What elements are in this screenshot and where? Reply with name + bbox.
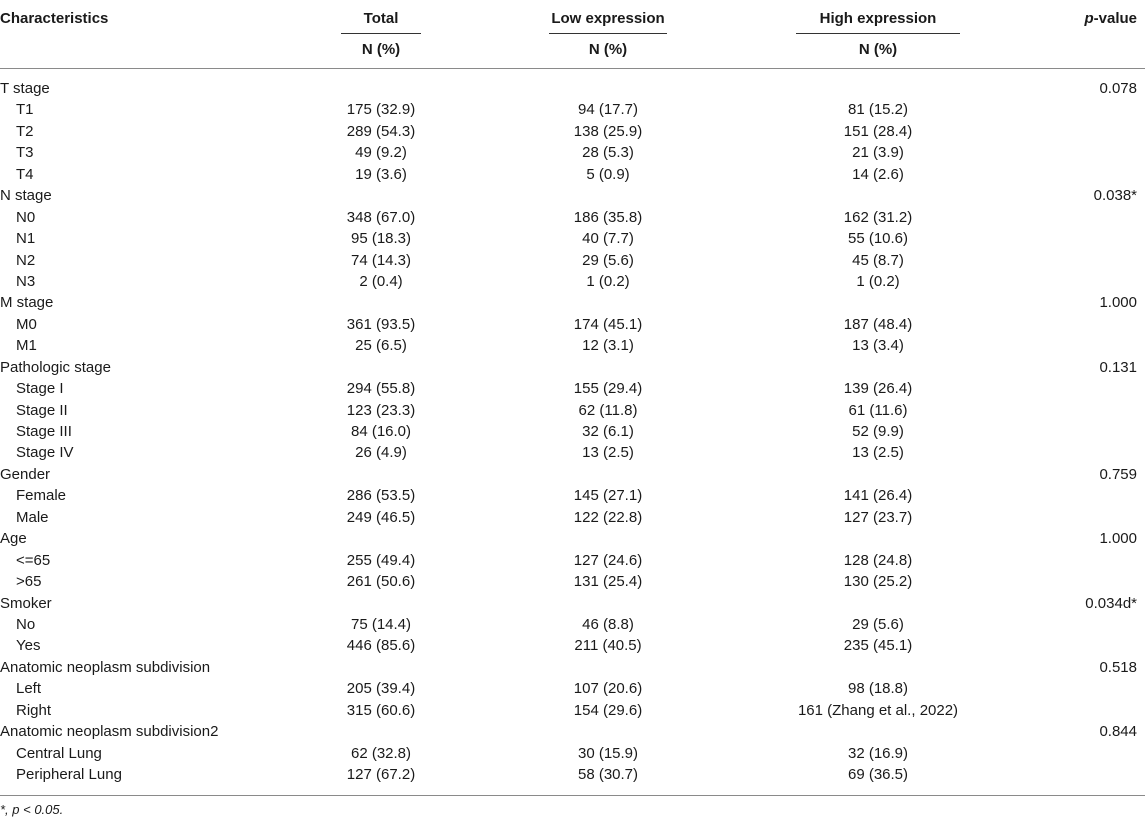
row-label: <=65	[16, 551, 51, 569]
row-label: Stage I	[16, 380, 64, 398]
row-total: 261 (50.6)	[346, 573, 416, 591]
row-label: M stage	[0, 294, 54, 312]
row-low: 30 (15.9)	[577, 744, 639, 762]
row-label: Stage IV	[16, 444, 74, 462]
row-total: 127 (67.2)	[346, 766, 416, 783]
row-label: N0	[16, 208, 36, 226]
row-low: 186 (35.8)	[573, 208, 643, 226]
header-high-expression: High expression	[819, 10, 937, 27]
row-pvalue: 0.131	[1099, 358, 1137, 376]
row-high: 81 (15.2)	[847, 101, 909, 119]
row-label: N stage	[0, 187, 52, 205]
row-high: 45 (8.7)	[852, 251, 904, 269]
table-group-row	[0, 528, 1145, 549]
subheader-low: N (%)	[588, 41, 628, 58]
header-pvalue-italic: p	[1084, 10, 1094, 27]
row-total: 348 (67.0)	[346, 208, 416, 226]
bottom-rule	[0, 795, 1145, 796]
table-row	[0, 614, 1145, 635]
table-row	[0, 378, 1145, 399]
row-total: 62 (32.8)	[350, 744, 412, 762]
table-row	[0, 314, 1145, 335]
row-low: 211 (40.5)	[574, 637, 642, 655]
row-low: 5 (0.9)	[586, 165, 630, 183]
footnote: *, p < 0.05.	[0, 802, 64, 817]
table-group-row	[0, 593, 1145, 614]
row-label: Peripheral Lung	[16, 766, 122, 783]
row-high: 61 (11.6)	[848, 401, 908, 419]
row-label: N3	[16, 272, 36, 290]
header-pvalue	[1084, 10, 1137, 27]
row-label: T2	[16, 122, 34, 140]
row-high: 32 (16.9)	[847, 744, 909, 762]
row-total: 249 (46.5)	[346, 508, 416, 526]
row-high: 13 (2.5)	[852, 444, 904, 462]
row-low: 32 (6.1)	[582, 423, 634, 440]
row-label: T1	[16, 101, 34, 119]
row-high: 162 (31.2)	[843, 208, 913, 226]
row-low: 174 (45.1)	[573, 315, 643, 333]
row-high: 52 (9.9)	[852, 423, 904, 440]
row-pvalue: 0.078	[1099, 80, 1137, 97]
header-rule	[0, 68, 1145, 69]
row-label: Stage II	[16, 401, 68, 419]
header-total: Total	[363, 10, 399, 27]
table-row	[0, 764, 1145, 785]
row-low: 62 (11.8)	[578, 401, 638, 419]
table-body	[0, 78, 1145, 785]
row-high: 55 (10.6)	[847, 230, 909, 248]
row-total: 95 (18.3)	[350, 230, 412, 248]
row-high: 151 (28.4)	[843, 122, 913, 140]
row-high: 98 (18.8)	[847, 680, 909, 698]
table-row	[0, 99, 1145, 120]
row-high: 13 (3.4)	[852, 337, 904, 355]
table-row	[0, 207, 1145, 228]
row-label: Age	[0, 530, 27, 548]
row-label: Anatomic neoplasm subdivision	[0, 658, 211, 676]
table-row	[0, 743, 1145, 764]
row-label: Yes	[16, 637, 41, 655]
table-row	[0, 678, 1145, 699]
table-row	[0, 635, 1145, 656]
row-total: 2 (0.4)	[359, 272, 403, 290]
row-total: 205 (39.4)	[346, 680, 416, 698]
table-row	[0, 121, 1145, 142]
row-pvalue: 0.518	[1099, 658, 1137, 676]
table-row	[0, 421, 1145, 442]
table-row	[0, 250, 1145, 271]
table-group-row	[0, 185, 1145, 206]
row-label: Gender	[0, 465, 51, 483]
row-pvalue: 0.034d*	[1085, 594, 1137, 612]
table-row	[0, 164, 1145, 185]
header-low-expression: Low expression	[551, 10, 665, 27]
row-total: 25 (6.5)	[355, 337, 407, 355]
row-total: 315 (60.6)	[346, 701, 416, 719]
table-row	[0, 485, 1145, 506]
row-low: 28 (5.3)	[582, 144, 634, 162]
row-pvalue: 0.844	[1099, 723, 1137, 741]
row-high: 130 (25.2)	[843, 573, 913, 591]
row-label: M0	[16, 315, 37, 333]
row-low: 58 (30.7)	[577, 766, 639, 783]
table-row	[0, 142, 1145, 163]
table-row	[0, 550, 1145, 571]
table-group-row	[0, 357, 1145, 378]
row-label: T3	[16, 144, 34, 162]
header-pvalue-rest: -value	[1093, 10, 1137, 27]
table-row	[0, 400, 1145, 421]
table-row	[0, 228, 1145, 249]
row-low: 131 (25.4)	[573, 573, 643, 591]
row-low: 127 (24.6)	[573, 551, 643, 569]
row-high: 128 (24.8)	[843, 551, 913, 569]
row-label: M1	[16, 337, 37, 355]
table-row	[0, 271, 1145, 292]
table-row	[0, 335, 1145, 356]
row-low: 13 (2.5)	[582, 444, 634, 462]
row-label: Male	[16, 508, 49, 526]
row-high: 235 (45.1)	[843, 637, 913, 655]
row-low: 12 (3.1)	[582, 337, 634, 355]
table-group-row	[0, 292, 1145, 313]
table-group-row	[0, 657, 1145, 678]
row-high: 14 (2.6)	[852, 165, 904, 183]
row-label: No	[16, 615, 36, 633]
row-label: Anatomic neoplasm subdivision2	[0, 723, 219, 741]
low-underline	[549, 33, 667, 34]
row-label: Stage III	[16, 423, 72, 440]
row-label: Left	[16, 680, 42, 698]
row-label: Central Lung	[16, 744, 102, 762]
table-group-row	[0, 464, 1145, 485]
row-total: 75 (14.4)	[350, 615, 412, 633]
row-total: 49 (9.2)	[355, 144, 407, 162]
row-total: 26 (4.9)	[355, 444, 407, 462]
row-total: 19 (3.6)	[355, 165, 407, 183]
row-pvalue: 0.759	[1099, 465, 1137, 483]
high-underline	[796, 33, 960, 34]
row-label: N2	[16, 251, 36, 269]
row-low: 138 (25.9)	[573, 122, 643, 140]
row-label: Smoker	[0, 594, 52, 612]
table-group-row	[0, 721, 1145, 742]
row-high: 1 (0.2)	[856, 272, 900, 290]
row-low: 145 (27.1)	[573, 487, 643, 505]
row-low: 107 (20.6)	[573, 680, 643, 698]
row-low: 40 (7.7)	[582, 230, 634, 248]
row-total: 286 (53.5)	[346, 487, 416, 505]
table-row	[0, 700, 1145, 721]
row-total: 175 (32.9)	[346, 101, 416, 119]
row-low: 155 (29.4)	[573, 380, 643, 398]
row-total: 255 (49.4)	[346, 551, 416, 569]
row-total: 361 (93.5)	[346, 315, 416, 333]
row-high: 69 (36.5)	[847, 766, 909, 783]
row-high: 187 (48.4)	[843, 315, 913, 333]
row-pvalue: 1.000	[1099, 294, 1137, 312]
row-high: 29 (5.6)	[852, 615, 904, 633]
row-label: >65	[16, 573, 42, 591]
row-total: 123 (23.3)	[346, 401, 416, 419]
table-row	[0, 442, 1145, 463]
row-low: 94 (17.7)	[577, 101, 639, 119]
row-label: N1	[16, 230, 36, 248]
table-group-row	[0, 78, 1145, 99]
subheader-high: N (%)	[858, 41, 898, 58]
row-label: T stage	[0, 80, 50, 97]
row-high: 127 (23.7)	[843, 508, 913, 526]
row-label: Right	[16, 701, 52, 719]
row-high: 161 (Zhang et al., 2022)	[797, 701, 959, 719]
row-total: 289 (54.3)	[346, 122, 416, 140]
row-label: Pathologic stage	[0, 358, 111, 376]
row-low: 46 (8.8)	[582, 615, 634, 633]
row-pvalue: 1.000	[1099, 530, 1137, 548]
header-characteristics: Characteristics	[0, 10, 109, 27]
total-underline	[341, 33, 421, 34]
subheader-total: N (%)	[361, 41, 401, 58]
table-row	[0, 507, 1145, 528]
row-high: 139 (26.4)	[843, 380, 913, 398]
row-high: 21 (3.9)	[852, 144, 904, 162]
row-total: 74 (14.3)	[350, 251, 412, 269]
row-low: 1 (0.2)	[586, 272, 630, 290]
table-row	[0, 571, 1145, 592]
row-low: 29 (5.6)	[582, 251, 634, 269]
row-total: 294 (55.8)	[346, 380, 416, 398]
row-total: 84 (16.0)	[350, 423, 412, 440]
row-label: T4	[16, 165, 34, 183]
row-high: 141 (26.4)	[843, 487, 913, 505]
row-low: 154 (29.6)	[573, 701, 643, 719]
row-label: Female	[16, 487, 67, 505]
row-low: 122 (22.8)	[573, 508, 643, 526]
row-total: 446 (85.6)	[346, 637, 416, 655]
row-pvalue: 0.038*	[1093, 187, 1137, 205]
